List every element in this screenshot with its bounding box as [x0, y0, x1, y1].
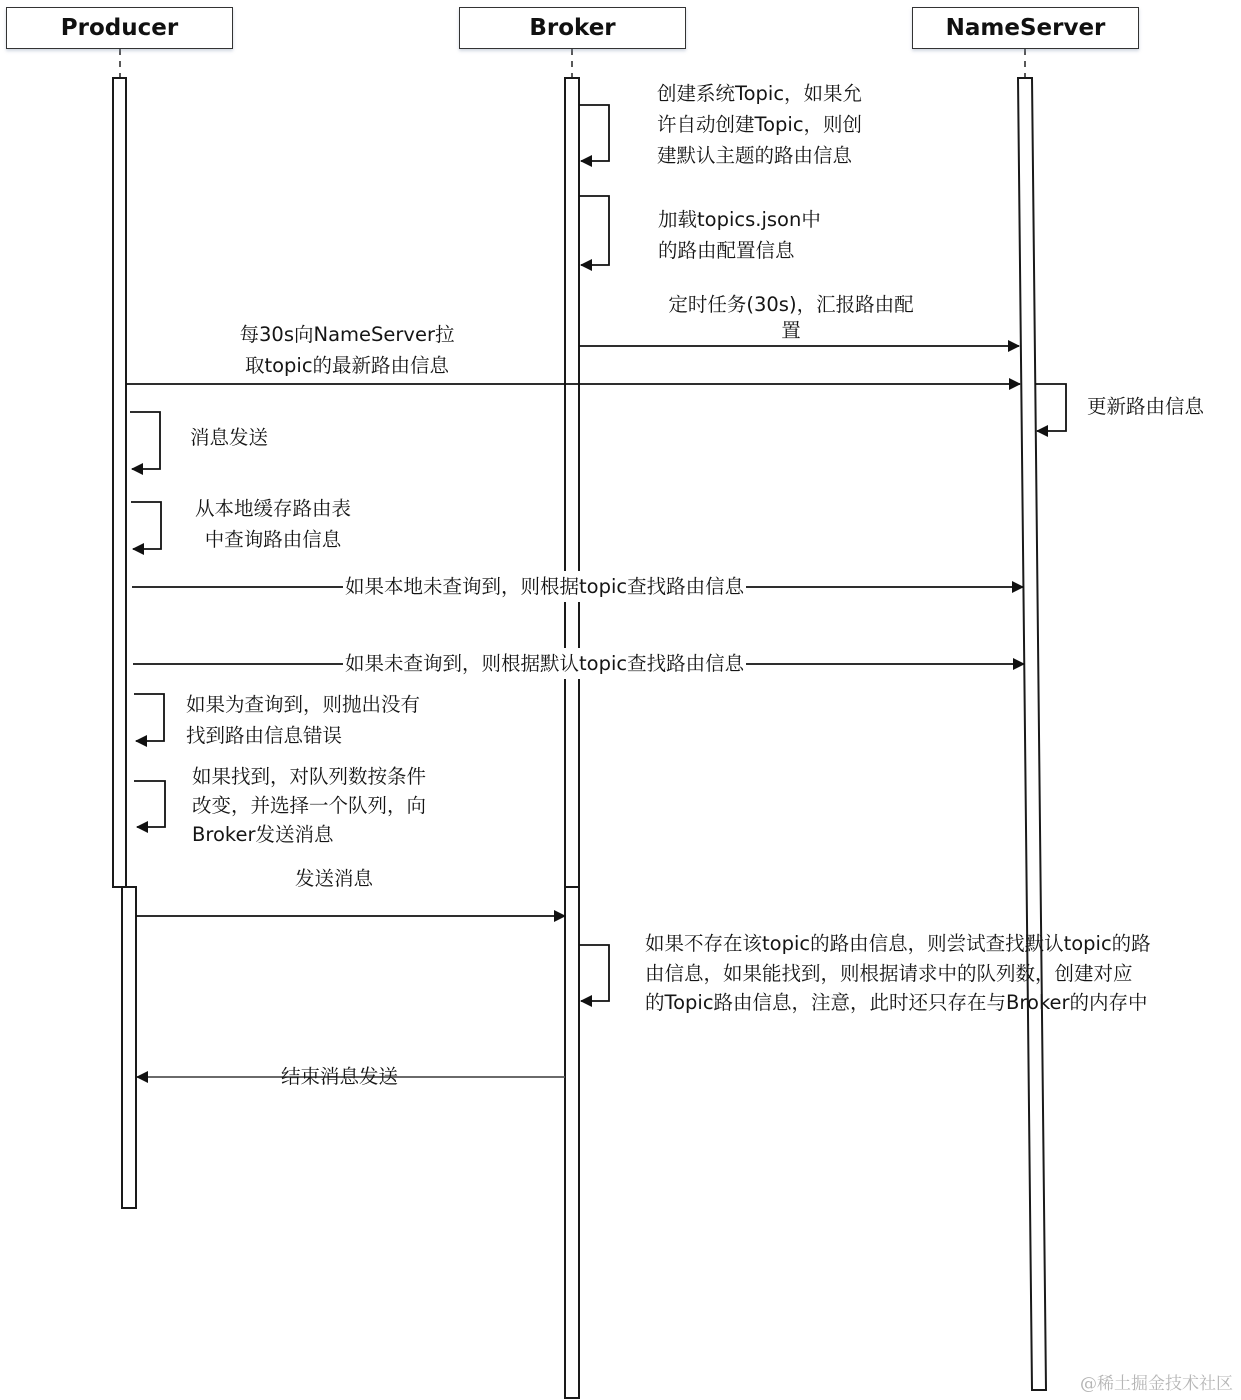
- message-label-m10: 如果为查询到，则抛出没有 找到路由信息错误: [186, 693, 421, 747]
- broker-activation-2: [565, 887, 579, 1398]
- message-label-m4: 每30s向NameServer拉 取topic的最新路由信息: [239, 323, 455, 377]
- message-label-m13: 如果不存在该topic的路由信息，则尝试查找默认topic的路 由信息，如果能找到，则根据请求中的队列数，创建对应 的Topic路由信息，注意，此时还只存在与Broker的内存中: [645, 932, 1151, 1014]
- arrow-m13: [579, 945, 609, 1001]
- arrow-m2: [579, 196, 609, 265]
- actor-producer: [6, 7, 233, 49]
- actor-nameserver-label: NameServer: [945, 15, 1106, 41]
- message-label-m12: 发送消息: [295, 867, 374, 890]
- broker-activation-1: [565, 78, 579, 887]
- actor-broker-label: Broker: [529, 15, 616, 41]
- message-label-m8: 如果本地未查询到，则根据topic查找路由信息: [343, 571, 746, 602]
- message-label-m9: 如果未查询到，则根据默认topic查找路由信息: [343, 648, 746, 679]
- message-label-m3: 定时任务(30s)，汇报路由配 置: [668, 293, 914, 342]
- arrow-m7: [131, 502, 161, 549]
- actor-nameserver: [912, 7, 1139, 49]
- producer-activation-1: [113, 78, 126, 887]
- message-label-m1: 创建系统Topic，如果允 许自动创建Topic，则创 建默认主题的路由信息: [657, 82, 863, 167]
- arrow-m11: [134, 781, 165, 827]
- actor-producer-label: Producer: [60, 15, 179, 41]
- message-label-m5: 更新路由信息: [1087, 395, 1205, 418]
- arrow-m10: [134, 694, 164, 741]
- message-label-m2: 加载topics.json中 的路由配置信息: [658, 208, 821, 262]
- message-label-m14: 结束消息发送: [281, 1065, 399, 1088]
- message-label-m11: 如果找到，对队列数按条件 改变，并选择一个队列，向 Broker发送消息: [192, 765, 427, 846]
- lifeline-stubs: [120, 49, 1025, 78]
- producer-activation-2: [122, 887, 136, 1208]
- actor-broker: [459, 7, 686, 49]
- message-label-m6: 消息发送: [190, 426, 269, 449]
- arrow-m6: [130, 412, 160, 469]
- watermark: @稀土掘金技术社区: [1080, 1374, 1233, 1394]
- arrow-m5: [1035, 384, 1066, 431]
- arrow-m1: [579, 105, 609, 161]
- nameserver-activation: [1018, 78, 1046, 1390]
- message-label-m7: 从本地缓存路由表 中查询路由信息: [194, 497, 351, 551]
